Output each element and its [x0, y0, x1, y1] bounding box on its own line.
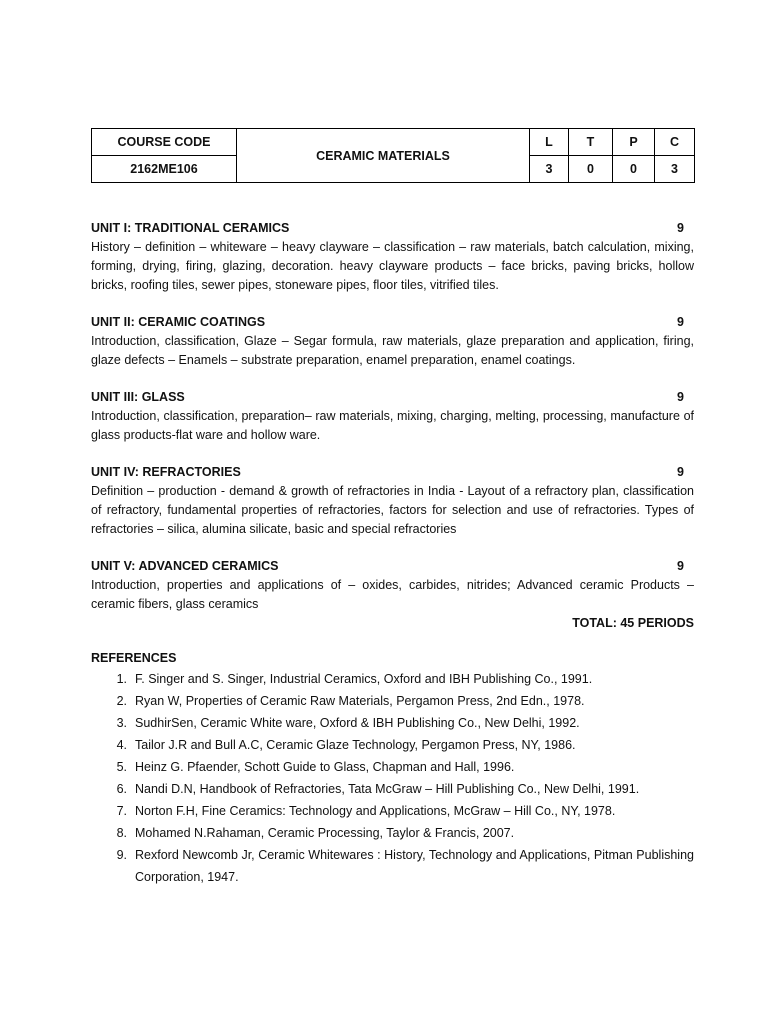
unit-3: [91, 388, 694, 445]
value-c: 3: [655, 156, 695, 183]
reference-number: 7.: [116, 804, 127, 818]
unit-2: [91, 313, 694, 370]
unit-4: [91, 463, 694, 539]
total-periods: TOTAL: 45 PERIODS: [572, 616, 694, 630]
value-t: 0: [569, 156, 613, 183]
reference-item: [91, 822, 694, 844]
value-l: 3: [530, 156, 569, 183]
reference-text: Mohamed N.Rahaman, Ceramic Processing, Taylor & Francis, 2007.: [135, 826, 515, 840]
unit-hours: 9: [677, 390, 684, 404]
unit-hours: 9: [677, 559, 684, 573]
reference-text: Ryan W, Properties of Ceramic Raw Materials, Pergamon Press, 2nd Edn., 1978.: [135, 694, 585, 708]
unit-hours: 9: [677, 465, 684, 479]
units-section: [91, 219, 694, 614]
reference-list: [91, 668, 694, 888]
reference-number: 6.: [116, 782, 127, 796]
unit-hours: 9: [677, 221, 684, 235]
reference-item: [91, 800, 694, 822]
course-code-value: 2162ME106: [92, 156, 237, 183]
value-p: 0: [613, 156, 655, 183]
reference-number: 5.: [116, 760, 127, 774]
references-title: REFERENCES: [91, 651, 177, 665]
reference-item: [91, 734, 694, 756]
unit-5: [91, 557, 694, 614]
reference-number: 2.: [116, 694, 127, 708]
unit-title: UNIT V: ADVANCED CERAMICS: [91, 559, 279, 573]
reference-item: [91, 668, 694, 690]
unit-title: UNIT II: CERAMIC COATINGS: [91, 315, 266, 329]
unit-title: UNIT IV: REFRACTORIES: [91, 465, 241, 479]
references-section: [91, 649, 694, 888]
reference-text: SudhirSen, Ceramic White ware, Oxford & IBH Publishing Co., New Delhi, 1992.: [135, 716, 580, 730]
reference-text: F. Singer and S. Singer, Industrial Ceramics, Oxford and IBH Publishing Co., 1991.: [135, 672, 593, 686]
course-code-label: COURSE CODE: [92, 129, 237, 156]
syllabus-page: [91, 128, 694, 888]
reference-item: [91, 690, 694, 712]
reference-item: [91, 712, 694, 734]
reference-text: Rexford Newcomb Jr, Ceramic Whitewares : History, Technology and Applications, Pitman Publishing Corporation, 1947.: [135, 848, 694, 884]
unit-hours: 9: [677, 315, 684, 329]
reference-text: Norton F.H, Fine Ceramics: Technology and Applications, McGraw – Hill Co., NY, 1978.: [135, 804, 616, 818]
unit-1: [91, 219, 694, 295]
header-l: L: [530, 129, 569, 156]
reference-number: 1.: [116, 672, 127, 686]
unit-body: Introduction, properties and applications of – oxides, carbides, nitrides; Advanced ceramic Products – ceramic fibers, glass ceramics: [91, 578, 694, 611]
reference-number: 8.: [116, 826, 127, 840]
unit-body: History – definition – whiteware – heavy clayware – classification – raw materials, batch calculation, mixing, forming, drying, firing, glazing, decoration. heavy clayware products – face bricks, paving bricks, hollow bricks, roofing tiles, sewer pipes, stoneware pipes, floor tiles, vitrified tiles.: [91, 240, 694, 292]
header-t: T: [569, 129, 613, 156]
course-title: CERAMIC MATERIALS: [237, 129, 530, 183]
reference-item: [91, 778, 694, 800]
reference-number: 4.: [116, 738, 127, 752]
header-p: P: [613, 129, 655, 156]
reference-number: 3.: [116, 716, 127, 730]
unit-title: UNIT I: TRADITIONAL CERAMICS: [91, 221, 290, 235]
course-info-table: [91, 128, 695, 183]
reference-item: [91, 844, 694, 888]
unit-body: Definition – production - demand & growth of refractories in India - Layout of a refractory plan, classification of refractory, fundamental properties of refractories, factors for selection and use of refractories. Types of refractories – silica, alumina silicate, basic and special refractories: [91, 484, 694, 536]
unit-body: Introduction, classification, Glaze – Segar formula, raw materials, glaze preparation and application, firing, glaze defects – Enamels – substrate preparation, enamel preparation, enamel coatings.: [91, 334, 694, 367]
header-c: C: [655, 129, 695, 156]
unit-body: Introduction, classification, preparation– raw materials, mixing, charging, melting, processing, manufacture of glass products-flat ware and hollow ware.: [91, 409, 694, 442]
reference-item: [91, 756, 694, 778]
reference-text: Nandi D.N, Handbook of Refractories, Tata McGraw – Hill Publishing Co., New Delhi, 1991.: [135, 782, 640, 796]
reference-text: Tailor J.R and Bull A.C, Ceramic Glaze Technology, Pergamon Press, NY, 1986.: [135, 738, 576, 752]
reference-text: Heinz G. Pfaender, Schott Guide to Glass, Chapman and Hall, 1996.: [135, 760, 515, 774]
reference-number: 9.: [116, 848, 127, 862]
unit-title: UNIT III: GLASS: [91, 390, 185, 404]
